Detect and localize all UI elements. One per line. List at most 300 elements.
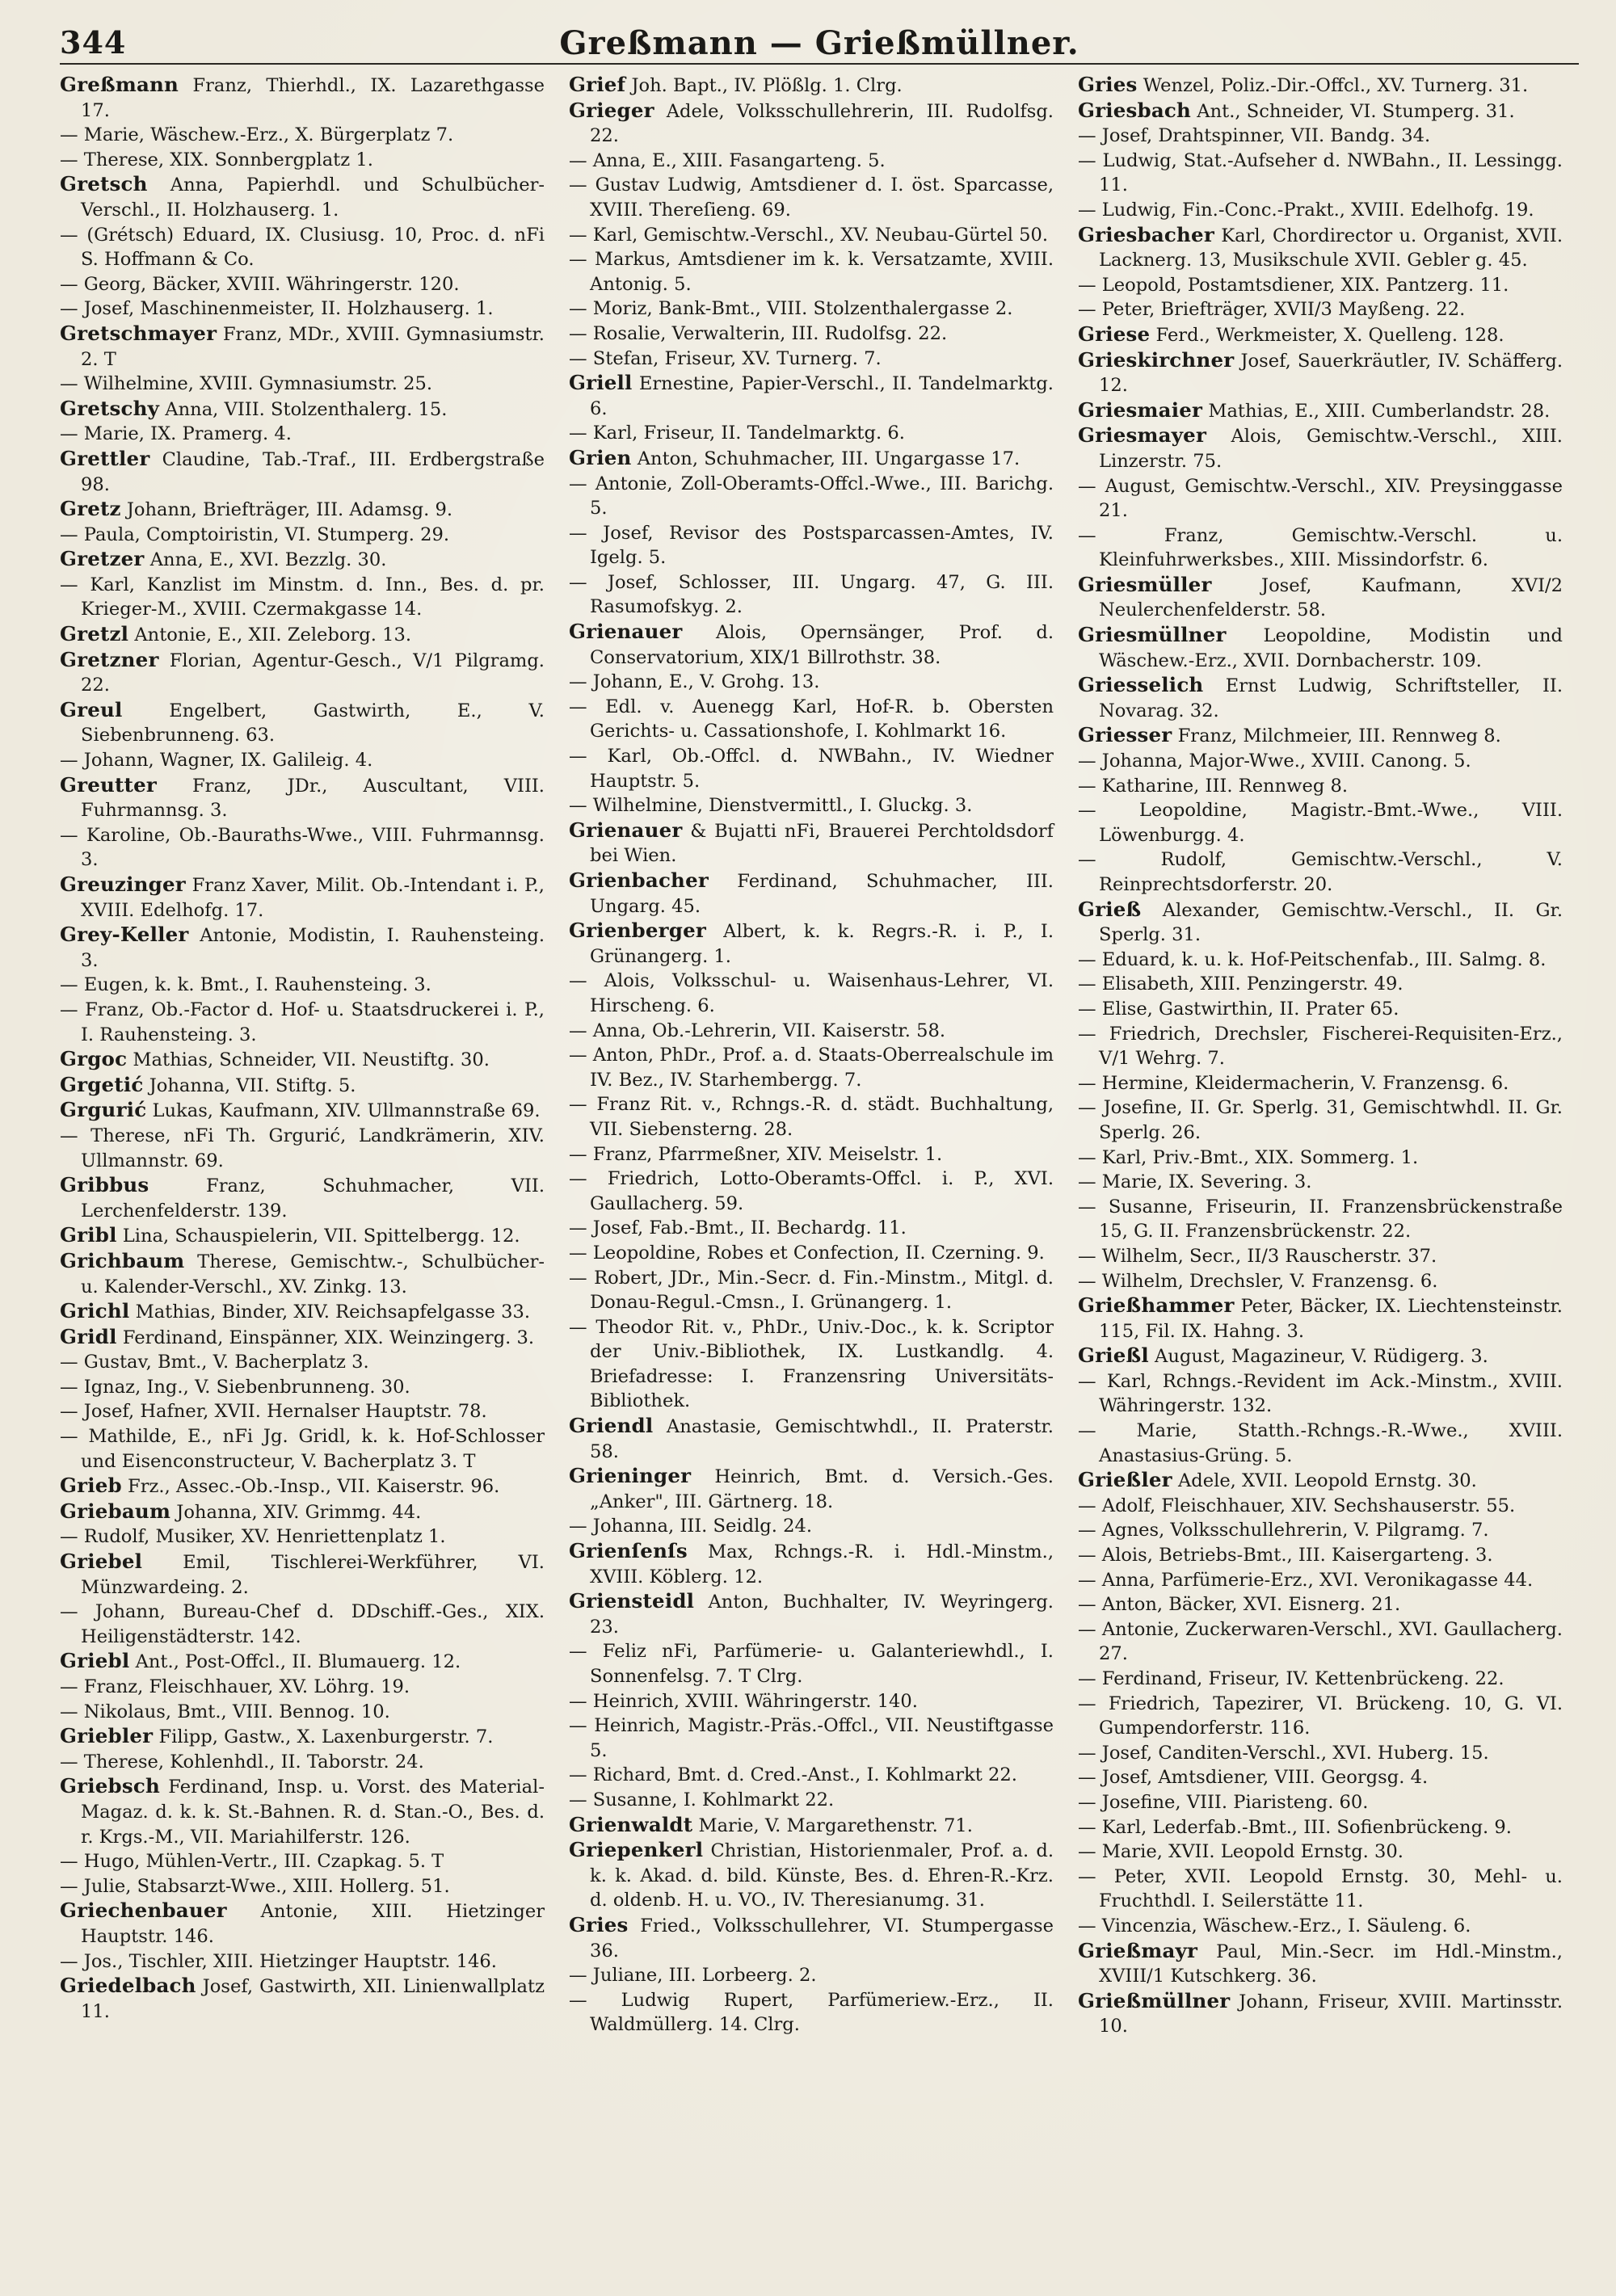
entry-details: — Wilhelmine, Dienstvermittl., I. Gluckg. 3.: [569, 795, 973, 817]
entry-surname: Griesbach: [1078, 98, 1192, 122]
entry-surname: Grey-Keller: [60, 923, 189, 947]
entry-details: — Josef, Canditen-Verschl., XVI. Huberg. 15.: [1078, 1742, 1489, 1764]
directory-entry: [60, 1299, 545, 1325]
directory-entry: [1078, 1568, 1563, 1593]
entry-details: Ant., Post-Offcl., II. Blumauerg. 12.: [135, 1651, 461, 1673]
entry-details: — Therese, nFi Th. Grgurić, Landkrämerin, XIV. Ullmannstr. 69.: [60, 1125, 545, 1171]
entry-details: — Franz, Gemischtw.-Verschl. u. Kleinfuhrwerksbes., XIII. Missindorfstr. 6.: [1078, 524, 1563, 571]
directory-entry: [569, 73, 1054, 99]
entry-details: Christian, Historienmaler, Prof. a. d. k. k. Akad. d. bild. Künste, Bes. d. Ehren-R.-Krz. d. oldenb. H. u. VO., IV. Theresianumg. 31.: [590, 1840, 1054, 1911]
entry-details: Johann, Friseur, XVIII. Martinsstr. 10.: [1099, 1991, 1563, 2037]
entry-details: — Josef, Drahtspinner, VII. Bandg. 34.: [1078, 125, 1431, 147]
directory-entry: [1078, 723, 1563, 749]
entry-surname: Griebaum: [60, 1499, 171, 1523]
directory-entry: [60, 998, 545, 1047]
entry-details: Anna, VIII. Stolzenthalerg. 15.: [165, 398, 448, 420]
directory-entry: [569, 818, 1054, 868]
directory-entry: [60, 148, 545, 173]
directory-entry: [60, 523, 545, 548]
entry-details: — Therese, Kohlenhdl., II. Taborstr. 24.: [60, 1751, 424, 1772]
directory-entry: [1078, 1344, 1563, 1369]
entry-surname: Gribl: [60, 1223, 117, 1247]
directory-entry: [60, 698, 545, 748]
page-number: 344: [60, 24, 127, 61]
directory-entry: [569, 1043, 1054, 1092]
entry-details: — Marie, Wäschew.-Erz., X. Bürgerplatz 7.: [60, 124, 454, 146]
directory-entry: [1078, 1095, 1563, 1145]
entry-details: Mathias, Schneider, VII. Neustiftg. 30.: [133, 1049, 490, 1071]
entry-surname: Griechenbauer: [60, 1899, 227, 1923]
entry-surname: Griesmüller: [1078, 572, 1212, 596]
directory-entry: [60, 1874, 545, 1899]
entry-details: — Heinrich, XVIII. Währingerstr. 140.: [569, 1690, 918, 1712]
directory-entry: [569, 1963, 1054, 1988]
directory-entry: [60, 1550, 545, 1600]
directory-entry: [569, 1589, 1054, 1639]
directory-entry: [60, 73, 545, 123]
directory-entry: [60, 1124, 545, 1173]
directory-entry: [1078, 573, 1563, 623]
directory-entry: [569, 1266, 1054, 1315]
entry-details: — Josef, Schlosser, III. Ungarg. 47, G. III. Rasumofskyg. 2.: [569, 571, 1054, 618]
entry-details: Johann, Briefträger, III. Adamsg. 9.: [126, 499, 453, 521]
entry-details: Marie, V. Margarethenstr. 71.: [698, 1815, 973, 1836]
directory-entry: [60, 873, 545, 923]
directory-entry: [1078, 1369, 1563, 1419]
directory-entry: [569, 296, 1054, 322]
entry-details: Heinrich, Bmt. d. Versich.-Ges. „Anker", III. Gärtnerg. 18.: [590, 1466, 1054, 1512]
directory-entry: [1078, 1146, 1563, 1171]
entry-details: Joh. Bapt., IV. Plößlg. 1. Clrg.: [631, 75, 903, 96]
directory-entry: [569, 247, 1054, 296]
directory-entry: [1078, 1815, 1563, 1840]
entry-details: Franz, Milchmeier, III. Rennweg 8.: [1177, 725, 1501, 747]
entry-surname: Grieger: [569, 98, 654, 122]
entry-surname: Grienberger: [569, 919, 706, 943]
entry-surname: Greul: [60, 697, 123, 721]
entry-details: Johanna, XIV. Grimmg. 44.: [176, 1501, 422, 1523]
directory-entry: [569, 421, 1054, 446]
entry-details: Frz., Assec.-Ob.-Insp., VII. Kaiserstr. 96.: [128, 1476, 500, 1498]
entry-details: — Josef, Hafner, XVII. Hernalser Hauptstr. 78.: [60, 1401, 487, 1423]
entry-details: — Josef, Amtsdiener, VIII. Georgsg. 4.: [1078, 1767, 1429, 1789]
entry-details: — Wilhelmine, XVIII. Gymnasiumstr. 25.: [60, 373, 433, 395]
directory-entry: [1078, 673, 1563, 723]
directory-entry: [569, 570, 1054, 620]
entry-details: Florian, Agentur-Gesch., V/1 Pilgramg. 22.: [81, 650, 545, 696]
directory-entry: [60, 1949, 545, 1974]
entry-surname: Gretzer: [60, 547, 145, 571]
page-header: [60, 24, 1579, 65]
directory-entry: [60, 172, 545, 222]
entry-details: Mathias, Binder, XIV. Reichsapfelgasse 33.: [135, 1301, 531, 1323]
entry-details: Alexander, Gemischtw.-Verschl., II. Gr. Sperlg. 31.: [1099, 899, 1563, 946]
directory-entry: [60, 1249, 545, 1299]
directory-entry: [569, 99, 1054, 149]
directory-entry: [1078, 1170, 1563, 1195]
directory-entry: [1078, 1939, 1563, 1989]
entry-columns: [60, 73, 1579, 2286]
directory-entry: [1078, 149, 1563, 198]
directory-entry: [60, 1899, 545, 1949]
entry-details: — Johann, E., V. Grohg. 13.: [569, 671, 820, 693]
entry-details: Ferd., Werkmeister, X. Quelleng. 128.: [1155, 324, 1504, 346]
directory-entry: [60, 296, 545, 322]
entry-details: — Ludwig Rupert, Parfümeriew.-Erz., II. Waldmüllerg. 14. Clrg.: [569, 1989, 1054, 2036]
entry-details: — Karl, Friseur, II. Tandelmarktg. 6.: [569, 423, 905, 444]
entry-details: — Nikolaus, Bmt., VIII. Bennog. 10.: [60, 1701, 390, 1722]
directory-entry: [1078, 1195, 1563, 1244]
directory-entry: [60, 1700, 545, 1725]
directory-entry: [569, 1092, 1054, 1142]
entry-surname: Griebsch: [60, 1774, 160, 1798]
directory-entry: [60, 1675, 545, 1700]
directory-entry: [60, 622, 545, 648]
entry-details: — August, Gemischtw.-Verschl., XIV. Preysinggasse 21.: [1078, 475, 1563, 522]
directory-entry: [569, 173, 1054, 222]
entry-details: Alois, Gemischtw.-Verschl., XIII. Linzerstr. 75.: [1099, 426, 1563, 472]
entry-surname: Griesmüllner: [1078, 623, 1227, 647]
directory-entry: [60, 422, 545, 447]
directory-entry: [1078, 99, 1563, 124]
directory-entry: [60, 447, 545, 497]
directory-entry: [569, 1788, 1054, 1813]
entry-details: — Vincenzia, Wäschew.-Erz., I. Säuleng. 6.: [1078, 1915, 1471, 1936]
directory-entry: [1078, 1741, 1563, 1766]
entry-surname: Grienwaldt: [569, 1812, 693, 1836]
entry-surname: Griedelbach: [60, 1974, 196, 1998]
entry-details: — Franz, Ob.-Factor d. Hof- u. Staatsdruckerei i. P., I. Rauhensteing. 3.: [60, 999, 545, 1045]
entry-details: — Wilhelm, Drechsler, V. Franzensg. 6.: [1078, 1270, 1438, 1292]
directory-entry: [60, 1724, 545, 1750]
entry-details: — Josefine, II. Gr. Sperlg. 31, Gemischtwhdl. II. Gr. Sperlg. 26.: [1078, 1097, 1563, 1143]
entry-surname: Grgoc: [60, 1047, 128, 1071]
directory-entry: [569, 1763, 1054, 1788]
directory-entry: [569, 1539, 1054, 1589]
directory-entry: [1078, 348, 1563, 398]
directory-entry: [60, 1649, 545, 1675]
directory-entry: [569, 1913, 1054, 1963]
directory-entry: [60, 1849, 545, 1874]
entry-surname: Griensteidl: [569, 1589, 695, 1613]
directory-entry: [60, 1375, 545, 1400]
entry-details: August, Magazineur, V. Rüdigerg. 3.: [1155, 1346, 1488, 1368]
entry-surname: Gries: [1078, 73, 1138, 96]
entry-details: — Jos., Tischler, XIII. Hietzinger Hauptstr. 146.: [60, 1950, 497, 1972]
entry-details: — Friedrich, Tapezirer, VI. Brückeng. 10, G. VI. Gumpendorferstr. 116.: [1078, 1693, 1563, 1739]
entry-details: — Leopoldine, Robes et Confection, II. Czerning. 9.: [569, 1242, 1045, 1264]
entry-surname: Griesmaier: [1078, 397, 1203, 422]
entry-surname: Grichbaum: [60, 1248, 185, 1272]
entry-details: Anton, Schuhmacher, III. Ungargasse 17.: [637, 448, 1021, 469]
directory-entry: [1078, 1071, 1563, 1096]
directory-entry: [60, 272, 545, 297]
entry-details: — Marie, XVII. Leopold Ernstg. 30.: [1078, 1841, 1403, 1863]
directory-entry: [569, 969, 1054, 1018]
directory-entry: [1078, 997, 1563, 1022]
directory-entry: [1078, 198, 1563, 223]
entry-details: — Paula, Comptoiristin, VI. Stumperg. 29.: [60, 524, 450, 545]
entry-details: Lukas, Kaufmann, XIV. Ullmannstraße 69.: [152, 1100, 541, 1122]
entry-details: Anna, Papierhdl. und Schulbücher-Verschl., II. Holzhauserg. 1.: [81, 175, 545, 221]
entry-surname: Grieb: [60, 1474, 122, 1498]
directory-entry: [1078, 1269, 1563, 1294]
entry-surname: Gretz: [60, 497, 121, 521]
entry-surname: Gretsch: [60, 172, 148, 196]
directory-entry: [1078, 474, 1563, 524]
entry-details: Antonie, XIII. Hietzinger Hauptstr. 146.: [81, 1901, 545, 1947]
entry-surname: Greuzinger: [60, 873, 186, 896]
entry-details: — Friedrich, Drechsler, Fischerei-Requisiten-Erz., V/1 Wehrg. 7.: [1078, 1023, 1563, 1070]
directory-entry: [569, 1714, 1054, 1763]
entry-details: — Johanna, III. Seidlg. 24.: [569, 1516, 813, 1537]
directory-entry: [569, 472, 1054, 521]
directory-entry: [569, 1216, 1054, 1241]
entry-surname: Gridl: [60, 1324, 117, 1348]
running-title: Greßmann — Grießmüllner.: [559, 24, 1079, 62]
entry-surname: Griesmayer: [1078, 423, 1207, 448]
entry-details: — Stefan, Friseur, XV. Turnerg. 7.: [569, 347, 882, 369]
entry-details: — Hugo, Mühlen-Vertr., III. Czapkag. 5. T: [60, 1851, 444, 1873]
entry-details: Ferdinand, Einspänner, XIX. Weinzingerg. 3.: [122, 1327, 535, 1348]
entry-details: — Eduard, k. u. k. Hof-Peitschenfab., III. Salmg. 8.: [1078, 948, 1547, 970]
entry-surname: Grgetić: [60, 1072, 144, 1096]
entry-details: — Feliz nFi, Parfümerie- u. Galanteriewhdl., I. Sonnenfelsg. 7. T Clrg.: [569, 1641, 1054, 1687]
directory-entry: [1078, 1543, 1563, 1568]
directory-entry: [569, 347, 1054, 372]
entry-surname: Griesser: [1078, 723, 1172, 747]
directory-entry: [1078, 1592, 1563, 1617]
directory-entry: [569, 919, 1054, 969]
entry-details: Adele, XVII. Leopold Ernstg. 30.: [1177, 1470, 1477, 1492]
entry-details: Engelbert, Gastwirth, E., V. Siebenbrunneng. 63.: [81, 700, 545, 746]
entry-surname: Grienauer: [569, 620, 683, 644]
entry-details: Ernestine, Papier-Verschl., II. Tandelmarktg. 6.: [590, 373, 1054, 419]
directory-entry: [1078, 623, 1563, 673]
directory-entry: [1078, 73, 1563, 99]
entry-surname: Grießhammer: [1078, 1293, 1235, 1318]
directory-entry: [569, 670, 1054, 695]
directory-entry: [1078, 1790, 1563, 1815]
entry-details: Ant., Schneider, VI. Stumperg. 31.: [1197, 100, 1515, 122]
directory-entry: [60, 1047, 545, 1073]
directory-entry: [60, 1325, 545, 1351]
entry-details: — Susanne, Friseurin, II. Franzensbrückenstraße 15, G. II. Franzensbrückenstr. 22.: [1078, 1196, 1563, 1243]
column-1: [60, 73, 549, 2286]
directory-entry: [60, 1350, 545, 1375]
entry-surname: Grien: [569, 445, 632, 469]
directory-entry: [1078, 948, 1563, 973]
directory-entry: [569, 446, 1054, 472]
directory-entry: [1078, 273, 1563, 298]
entry-surname: Grießmayr: [1078, 1938, 1198, 1962]
entry-details: Wenzel, Poliz.-Dir.-Offcl., XV. Turnerg. 31.: [1143, 75, 1529, 96]
entry-surname: Gretzner: [60, 647, 159, 671]
entry-details: Ferdinand, Insp. u. Vorst. des Material-Magaz. d. k. k. St.-Bahnen. R. d. Stan.-O., Bes. d. r. Krgs.-M., VII. Mariahilferstr. 126.: [81, 1777, 545, 1848]
entry-details: — Josef, Maschinenmeister, II. Holzhauserg. 1.: [60, 298, 494, 320]
entry-details: — Agnes, Volksschullehrerin, V. Pilgramg. 7.: [1078, 1520, 1489, 1541]
entry-details: — Edl. v. Auenegg Karl, Hof-R. b. Obersten Gerichts- u. Cassationshofe, I. Kohlmarkt 16.: [569, 696, 1054, 742]
directory-entry: [1078, 1293, 1563, 1344]
directory-entry: [60, 748, 545, 773]
entry-details: — Josef, Fab.-Bmt., II. Bechardg. 11.: [569, 1217, 907, 1239]
entry-details: — Antonie, Zoll-Oberamts-Offcl.-Wwe., III. Barichg. 5.: [569, 473, 1054, 519]
directory-entry: [1078, 749, 1563, 774]
directory-entry: [60, 1424, 545, 1474]
directory-entry: [60, 923, 545, 973]
entry-details: — Susanne, I. Kohlmarkt 22.: [569, 1789, 835, 1810]
entry-surname: Gretschmayer: [60, 321, 217, 345]
entry-surname: Gretschy: [60, 396, 160, 420]
directory-entry: [569, 1241, 1054, 1266]
directory-entry: [1078, 1914, 1563, 1939]
entry-surname: Grief: [569, 73, 626, 96]
entry-details: Anastasie, Gemischtwhdl., II. Praterstr. 58.: [590, 1416, 1054, 1462]
directory-entry: [1078, 1765, 1563, 1790]
directory-entry: [569, 1315, 1054, 1414]
directory-entry: [60, 773, 545, 823]
directory-entry: [60, 1073, 545, 1099]
directory-entry: [1078, 1468, 1563, 1494]
directory-entry: [60, 547, 545, 573]
entry-surname: Grieninger: [569, 1464, 692, 1488]
directory-entry: [1078, 1518, 1563, 1543]
directory-entry: [60, 573, 545, 622]
directory-entry: [60, 1499, 545, 1525]
entry-details: — Anton, PhDr., Prof. a. d. Staats-Oberrealschule im IV. Bez., IV. Starhembergg. 7.: [569, 1045, 1054, 1091]
entry-details: — Hermine, Kleidermacherin, V. Franzensg. 6.: [1078, 1072, 1509, 1094]
entry-details: Karl, Chordirector u. Organist, XVII. Lacknerg. 13, Musikschule XVII. Gebler g. 45.: [1099, 225, 1563, 271]
entry-details: Filipp, Gastw., X. Laxenburgerstr. 7.: [158, 1726, 494, 1748]
entry-surname: Griese: [1078, 322, 1151, 346]
entry-surname: Grießmüllner: [1078, 1988, 1231, 2012]
entry-surname: Grießl: [1078, 1344, 1149, 1368]
directory-entry: [569, 1988, 1054, 2037]
entry-surname: Greßmann: [60, 73, 179, 96]
directory-entry: [569, 371, 1054, 421]
entry-details: — Gustav Ludwig, Amtsdiener d. I. öst. Sparcasse, XVIII. Thereſieng. 69.: [569, 175, 1054, 221]
directory-entry: [60, 1750, 545, 1775]
entry-details: — Eugen, k. k. Bmt., I. Rauhensteing. 3.: [60, 974, 431, 996]
entry-surname: Grienſenſs: [569, 1539, 688, 1563]
entry-details: Johanna, VII. Stiftg. 5.: [149, 1074, 356, 1096]
entry-details: — Karl, Ob.-Offcl. d. NWBahn., IV. Wiedner Hauptstr. 5.: [569, 746, 1054, 792]
entry-details: — Karoline, Ob.-Bauraths-Wwe., VIII. Fuhrmannsg. 3.: [60, 824, 545, 871]
directory-entry: [60, 372, 545, 397]
entry-details: Franz, MDr., XVIII. Gymnasiumstr. 2. T: [81, 323, 545, 370]
entry-details: — Marie, IX. Pramerg. 4.: [60, 423, 292, 445]
entry-surname: Grieskirchner: [1078, 347, 1235, 372]
directory-entry: [569, 149, 1054, 174]
entry-details: — Robert, JDr., Min.-Secr. d. Fin.-Minstm., Mitgl. d. Donau-Regul.-Cmsn., I. Grünangerg. 1.: [569, 1267, 1054, 1314]
entry-details: — (Grétsch) Eduard, IX. Clusiusg. 10, Proc. d. nFi S. Hoffmann & Co.: [60, 224, 545, 271]
directory-entry: [1078, 524, 1563, 573]
entry-details: — Therese, XIX. Sonnbergplatz 1.: [60, 149, 373, 170]
entry-surname: Grieß: [1078, 897, 1142, 921]
entry-details: — Marie, Statth.-Rchngs.-R.-Wwe., XVIII. Anastasius-Grüng. 5.: [1078, 1420, 1563, 1466]
column-3: [1078, 73, 1568, 2286]
directory-entry: [569, 620, 1054, 670]
entry-details: — Katharine, III. Rennweg 8.: [1078, 775, 1349, 797]
entry-details: — Leopoldine, Magistr.-Bmt.-Wwe., VIII. Löwenburgg. 4.: [1078, 800, 1563, 846]
directory-entry: [569, 1142, 1054, 1167]
entry-surname: Gretzl: [60, 622, 129, 646]
entry-details: — Anna, Parfümerie-Erz., XVI. Veronikagasse 44.: [1078, 1569, 1534, 1591]
entry-details: Anton, Buchhalter, IV. Weyringerg. 23.: [590, 1592, 1054, 1638]
directory-entry: [1078, 223, 1563, 273]
entry-surname: Grgurić: [60, 1098, 147, 1122]
entry-details: — Franz, Pfarrmeßner, XIV. Meiselstr. 1.: [569, 1143, 943, 1165]
entry-details: Albert, k. k. Regrs.-R. i. P., I. Grünangerg. 1.: [590, 921, 1054, 967]
entry-details: — Wilhelm, Secr., II/3 Rauscherstr. 37.: [1078, 1245, 1437, 1267]
entry-surname: Greutter: [60, 772, 157, 797]
entry-details: — Ferdinand, Friseur, IV. Kettenbrückeng. 22.: [1078, 1668, 1504, 1689]
directory-entry: [60, 973, 545, 998]
entry-details: — Leopold, Postamtsdiener, XIX. Pantzerg. 11.: [1078, 274, 1509, 296]
entry-details: Franz, JDr., Auscultant, VIII. Fuhrmannsg. 3.: [81, 775, 545, 822]
directory-entry: [1078, 1494, 1563, 1519]
directory-entry: [569, 1639, 1054, 1688]
entry-surname: Griendl: [569, 1414, 654, 1438]
entry-details: Antonie, E., XII. Zeleborg. 13.: [134, 624, 412, 646]
entry-surname: Gribbus: [60, 1173, 149, 1197]
entry-details: Emil, Tischlerei-Werkführer, VI. Münzwardeing. 2.: [81, 1552, 545, 1598]
entry-details: — Anna, E., XIII. Fasangarteng. 5.: [569, 149, 886, 171]
entry-details: — Rudolf, Musiker, XV. Henriettenplatz 1.: [60, 1526, 446, 1548]
entry-details: — Karl, Kanzlist im Minstm. d. Inn., Bes. d. pr. Krieger-M., XVIII. Czermakgasse 14.: [60, 574, 545, 620]
entry-details: — Alois, Volksschul- u. Waisenhaus-Lehrer, VI. Hirscheng. 6.: [569, 970, 1054, 1016]
directory-entry: [60, 1974, 545, 2024]
directory-entry: [1078, 1667, 1563, 1692]
entry-details: — Johanna, Major-Wwe., XVIII. Canong. 5.: [1078, 751, 1471, 772]
entry-details: — Heinrich, Magistr.-Präs.-Offcl., VII. Neustiftgasse 5.: [569, 1715, 1054, 1761]
entry-details: — Josefine, VIII. Piaristeng. 60.: [1078, 1791, 1369, 1813]
entry-details: Ernst Ludwig, Schriftsteller, II. Novarag. 32.: [1099, 675, 1563, 721]
directory-entry: [569, 1689, 1054, 1714]
entry-surname: Griesselich: [1078, 673, 1204, 697]
directory-entry: [60, 123, 545, 148]
directory-entry: [569, 521, 1054, 570]
entry-details: — Peter, XVII. Leopold Ernstg. 30, Mehl- u. Fruchthdl. I. Seilerstätte 11.: [1078, 1865, 1563, 1912]
directory-entry: [1078, 774, 1563, 799]
directory-entry: [1078, 322, 1563, 348]
entry-details: — Karl, Lederfab.-Bmt., III. Sofienbrückeng. 9.: [1078, 1816, 1512, 1838]
entry-details: Leopoldine, Modistin und Wäschew.-Erz., XVII. Dornbacherstr. 109.: [1099, 625, 1563, 671]
entry-surname: Grettler: [60, 446, 150, 470]
entry-details: Alois, Opernsänger, Prof. d. Conservatorium, XIX/1 Billrothstr. 38.: [590, 622, 1054, 668]
entry-details: — Markus, Amtsdiener im k. k. Versatzamte, XVIII. Antonig. 5.: [569, 249, 1054, 295]
directory-entry: [1078, 1840, 1563, 1865]
entry-details: Paul, Min.-Secr. im Hdl.-Minstm., XVIII/1 Kutschkerg. 36.: [1099, 1941, 1563, 1987]
directory-entry: [569, 1019, 1054, 1044]
directory-entry: [1078, 1692, 1563, 1741]
directory-entry: [569, 868, 1054, 919]
entry-details: — Mathilde, E., nFi Jg. Gridl, k. k. Hof-Schlosser und Eisenconstructeur, V. Bacherplatz 3. T: [60, 1426, 545, 1472]
directory-entry: [60, 223, 545, 272]
entry-details: Peter, Bäcker, IX. Liechtensteinstr. 115, Fil. IX. Hahng. 3.: [1099, 1296, 1563, 1342]
entry-details: — Marie, IX. Severing. 3.: [1078, 1171, 1312, 1193]
entry-details: — Karl, Gemischtw.-Verschl., XV. Neubau-Gürtel 50.: [569, 224, 1049, 246]
directory-entry: [60, 497, 545, 523]
entry-details: — Rudolf, Gemischtw.-Verschl., V. Reinprechtsdorferstr. 20.: [1078, 849, 1563, 895]
entry-details: Therese, Gemischtw.-, Schulbücher- u. Kalender-Verschl., XV. Zinkg. 13.: [81, 1251, 545, 1297]
entry-details: Franz, Thierhdl., IX. Lazarethgasse 17.: [81, 75, 545, 121]
entry-details: — Karl, Priv.-Bmt., XIX. Sommerg. 1.: [1078, 1146, 1419, 1168]
directory-entry: [1078, 398, 1563, 424]
directory-entry: [60, 1474, 545, 1499]
entry-details: Claudine, Tab.-Traf., III. Erdbergstraße 98.: [81, 448, 545, 495]
entry-details: — Elisabeth, XIII. Penzingerstr. 49.: [1078, 973, 1403, 995]
